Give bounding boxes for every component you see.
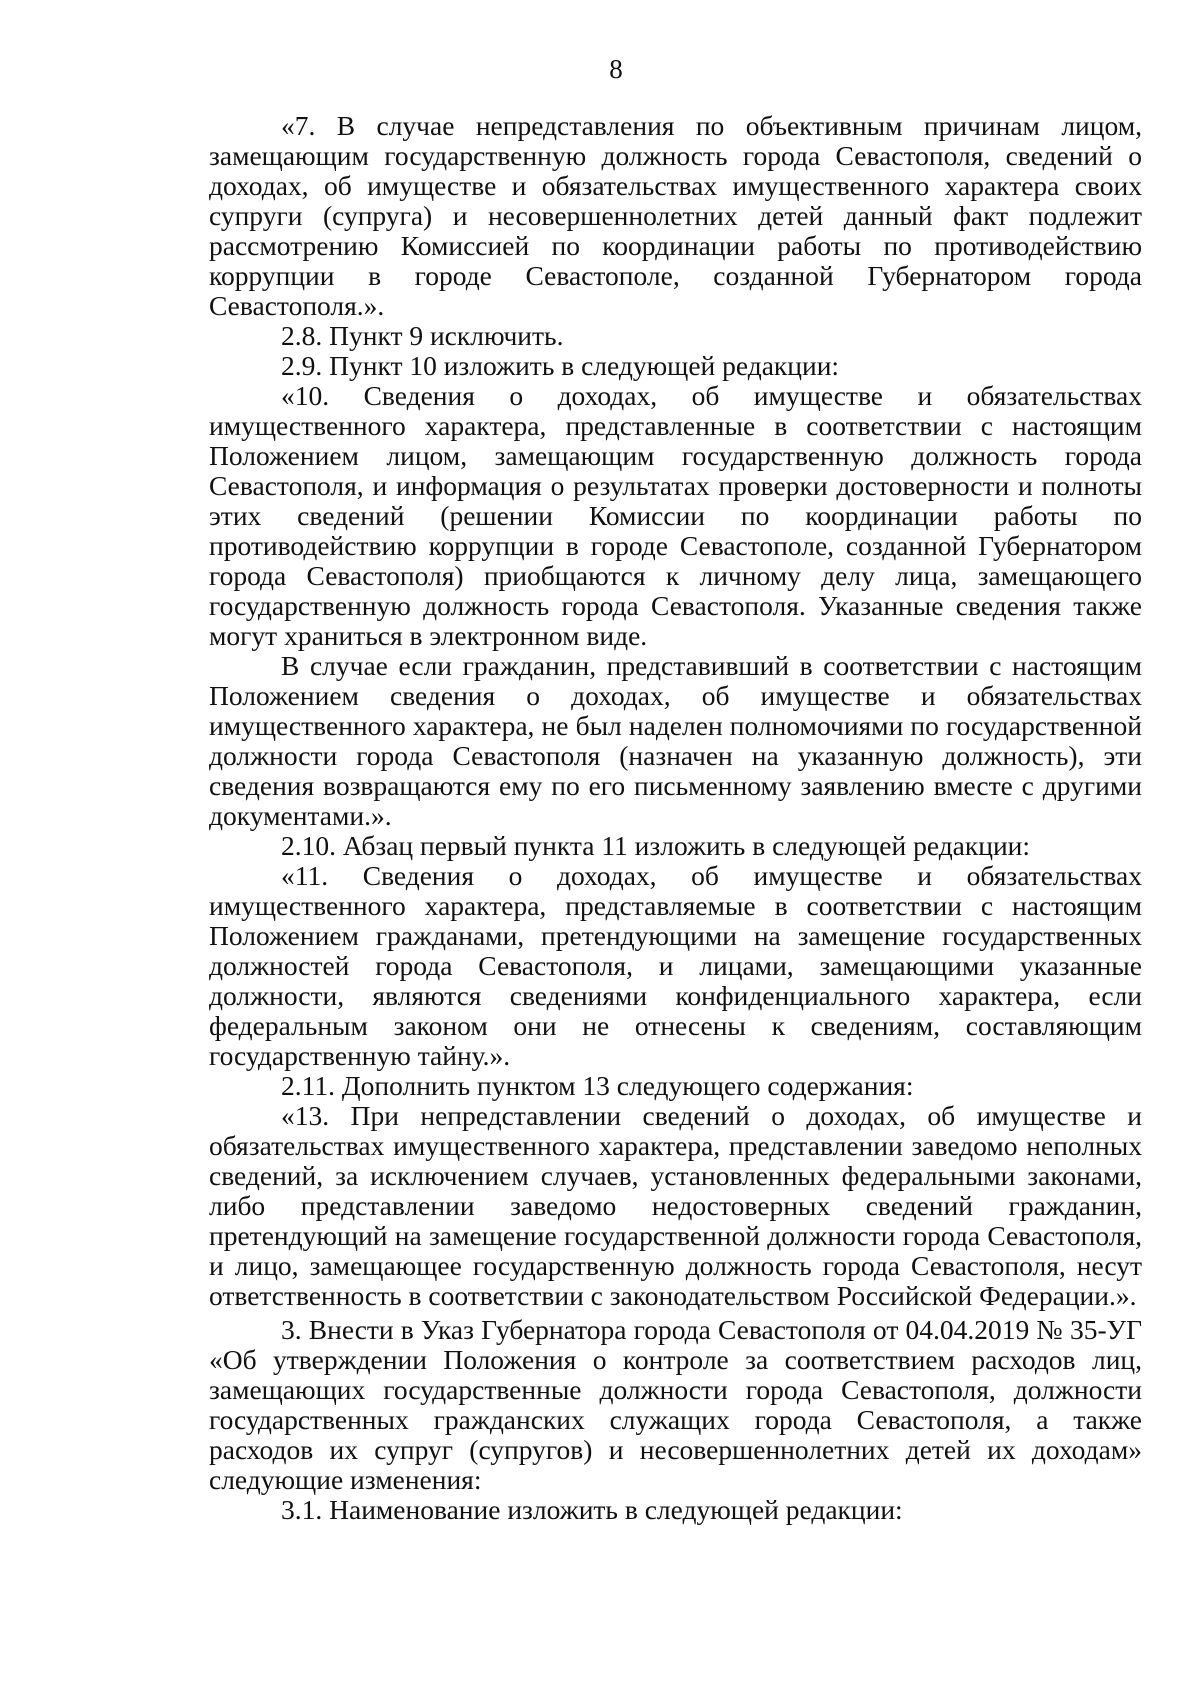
paragraph-clause-11: «11. Сведения о доходах, об имуществе и обязательствах имущественного характера, представляемые в соответствии с настоящим Положением гражданами, претендующими на замещение государственных должностей города Севастополя, и лицами, замещающими указанные должности, являются сведениями конфиденциального характера, если федеральным законом они не отнесены к сведениям, составляющим государственную тайну.». [209,860,1142,1071]
paragraph-item-3-1: 3.1. Наименование изложить в следующей редакции: [281,1494,903,1525]
paragraph-clause-13: «13. При непредставлении сведений о доходах, об имуществе и обязательствах имущественного характера, представлении заведомо неполных сведений, за исключением случаев, установленных федеральными законами, либо представлении заведомо недостоверных сведений гражданин, претендующий на замещение государственной должности города Севастополя, и лицо, замещающее государственную должность города Севастополя, несут ответственность в соответствии с законодательством Российской Федерации.». [209,1100,1142,1311]
document-body [209,111,1142,1525]
paragraph-item-2-10: 2.10. Абзац первый пункта 11 изложить в следующей редакции: [281,830,1031,861]
paragraph-clause-10: «10. Сведения о доходах, об имуществе и обязательствах имущественного характера, представленные в соответствии с настоящим Положением лицом, замещающим государственную должность города Севастополя, и информация о результатах проверки достоверности и полноты этих сведений (решении Комиссии по координации работы по противодействию коррупции в городе Севастополе, созданной Губернатором города Севастополя) приобщаются к личному делу лица, замещающего государственную должность города Севастополя. Указанные сведения также могут храниться в электронном виде. [209,380,1142,651]
paragraph-item-2-11: 2.11. Дополнить пунктом 13 следующего содержания: [281,1070,914,1101]
paragraph-clause-10-part-2: В случае если гражданин, представивший в соответствии с настоящим Положением сведения о доходах, об имуществе и обязательствах имущественного характера, не был наделен полномочиями по государственной должности города Севастополя (назначен на указанную должность), эти сведения возвращаются ему по его письменному заявлению вместе с другими документами.». [209,650,1142,831]
paragraph-clause-7: «7. В случае непредставления по объективным причинам лицом, замещающим государственную должность города Севастополя, сведений о доходах, об имуществе и обязательствах имущественного характера своих супруги (супруга) и несовершеннолетних детей данный факт подлежит рассмотрению Комиссией по координации работы по противодействию коррупции в городе Севастополе, созданной Губернатором города Севастополя.». [209,110,1142,321]
paragraph-item-2-9: 2.9. Пункт 10 изложить в следующей редакции: [281,350,840,381]
page-number: 8 [609,54,623,84]
paragraph-item-2-8: 2.8. Пункт 9 исключить. [281,320,564,351]
paragraph-item-3: 3. Внести в Указ Губернатора города Севастополя от 04.04.2019 № 35-УГ «Об утверждении Положения о контроле за соответствием расходов лиц, замещающих государственные должности города Севастополя, должности государственных гражданских служащих города Севастополя, а также расходов их супруг (супругов) и несовершеннолетних детей их доходам» следующие изменения: [209,1314,1142,1495]
